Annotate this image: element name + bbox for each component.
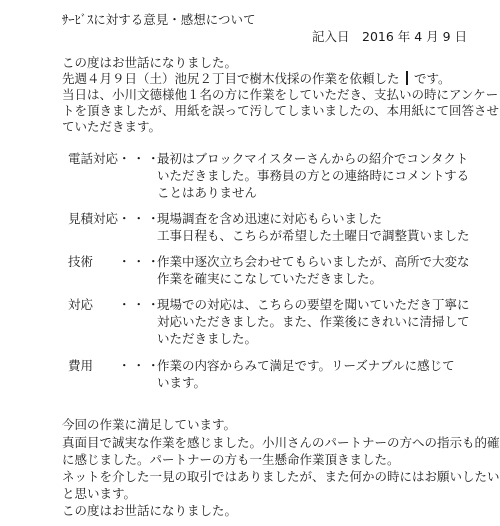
category-skill: 技術: [68, 254, 94, 269]
category-estimate: 見積対応: [68, 211, 119, 226]
document-title: ｻｰﾋﾞｽに対する意見・感想について: [62, 12, 256, 27]
intro-line-1: この度はお世話になりました。: [62, 55, 238, 70]
cost-line-2: います。: [157, 375, 207, 390]
intro-line-5: ていただきます。: [62, 119, 162, 134]
category-service: 対応: [68, 297, 94, 312]
closing-line-6: この度はお世話になりました。: [62, 503, 238, 518]
service-line-2: 対応いただきました。また、作業後にきれいに清掃して: [157, 314, 470, 329]
intro-line-2-before: 先週４月９日（土）池尻２丁目で樹木伐採の作業を依頼した: [62, 71, 400, 86]
skill-line-2: 作業を確実にこなしていただきました。: [157, 271, 383, 286]
phone-line-3: ことはありません: [157, 185, 258, 200]
intro-line-3: 当日は、小川文德様他１名の方に作業をしていただき、支払いの時にアンケー: [62, 87, 499, 102]
intro-line-4: トを頂きましたが、用紙を誤って汚してしまいましたの、本用紙にて回答させ: [62, 103, 500, 118]
cost-line-1: 作業の内容からみて満足です。リーズナブルに感じて: [157, 358, 455, 373]
estimate-line-1: 現場調査を含め迅速に対応もらいました: [157, 211, 383, 226]
closing-line-4: ネットを介した一見の取引ではありましたが、また何かの時にはお願いしたい: [62, 469, 500, 484]
phone-line-1: 最初はブロックマイスターさんからの紹介でコンタクト: [157, 151, 469, 166]
closing-line-5: と思います。: [62, 486, 137, 501]
phone-line-2: いただきました。事務員の方との連絡時にコメントする: [157, 168, 470, 183]
closing-line-1: 今回の作業に満足しています。: [62, 417, 237, 432]
service-line-1: 現場での対応は、こちらの要望を聞いていただき丁寧に: [157, 297, 470, 312]
dots-phone: ・・・: [118, 151, 162, 166]
category-phone: 電話対応: [68, 151, 119, 166]
dots-cost: ・・・: [118, 358, 162, 373]
dots-estimate: ・・・: [118, 211, 162, 226]
entry-date: 記入日 2016 年 4 月 9 日: [312, 29, 468, 44]
dots-service: ・・・: [118, 297, 162, 312]
dots-skill: ・・・: [118, 254, 162, 269]
service-line-3: いただきました。: [157, 331, 258, 346]
closing-line-2: 真面目で誠実な作業を感じました。小川さんのパートナーの方への指示も的確: [62, 435, 500, 450]
skill-line-1: 作業中逐次立ち会わせてもらいましたが、高所で大変な: [157, 254, 470, 269]
closing-line-3: に感じました。パートナーの方も一生懸命作業頂きました。: [62, 452, 400, 467]
estimate-line-2: 工事日程も、こちらが希望した土曜日で調整貰いました: [157, 228, 470, 243]
intro-line-2: [62, 70, 451, 87]
category-cost: 費用: [68, 358, 94, 373]
text-cursor: [406, 71, 409, 85]
intro-line-2-after: です。: [414, 71, 451, 86]
